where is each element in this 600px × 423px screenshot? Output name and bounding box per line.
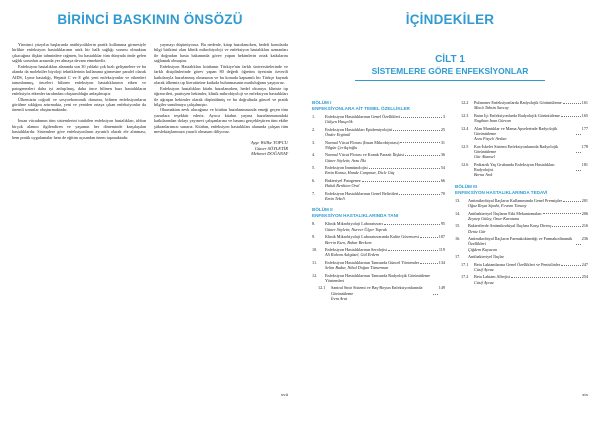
leader-dots	[420, 234, 438, 238]
toc-entry[interactable]	[312, 221, 445, 232]
entry-number: 12.5	[461, 143, 469, 149]
entry-author: Gür Akansel	[474, 154, 495, 160]
entry-title: Beta Laktamlarına Genel Özellikleri ve Penisilinler	[474, 261, 561, 267]
entry-body	[325, 114, 445, 125]
leader-dots	[400, 140, 439, 144]
toc-entry[interactable]	[312, 247, 445, 258]
toc-entry[interactable]	[312, 165, 445, 176]
entry-title: Enfeksiyon Hastalıklarının Genel Belirtileri	[325, 190, 399, 196]
entry-title: Santral Sinir Sistemi ve Baş-Boyun Enfeksiyonlarında Görüntüleme	[331, 285, 423, 296]
entry-author: Cüsif Ayvaz	[474, 267, 494, 272]
entry-title: Antibakteriyel İlaçlar	[468, 254, 504, 260]
entry-page: 247	[581, 261, 588, 267]
preface-column-2	[154, 42, 288, 157]
entry-page: 54	[440, 165, 445, 171]
toc-section-heading	[312, 207, 445, 219]
volume-label: CİLT 1	[435, 54, 465, 65]
leader-dots	[433, 285, 438, 294]
leader-dots	[576, 126, 581, 135]
toc-subentry[interactable]	[318, 285, 445, 301]
toc-entry[interactable]	[455, 223, 588, 234]
entry-title: Bakteriyel Patogenez	[325, 177, 361, 183]
toc-entry[interactable]	[455, 254, 588, 259]
entry-number: 12.3	[461, 112, 469, 118]
toc-entry[interactable]	[455, 198, 588, 209]
entry-number: 15.	[455, 223, 461, 229]
entry-body	[474, 126, 588, 142]
toc-entry[interactable]	[312, 114, 445, 125]
entry-number: 8.	[312, 221, 316, 227]
entry-author: Emin Tekeli	[325, 195, 345, 201]
entry-page: 165	[581, 112, 588, 118]
entry-page: 216	[581, 223, 588, 229]
entry-title: Pediatrik Yaş Grubunda Enfeksiyon Hastalıkları Radyolojisi	[474, 161, 555, 173]
entry-number: 6.	[312, 177, 316, 183]
leader-dots	[420, 260, 438, 264]
entry-title: Enfeksiyon Hastalıklarının Serolojisi	[325, 247, 388, 253]
leader-dots	[552, 223, 580, 227]
entry-number: 5.	[312, 165, 316, 171]
entry-title-row	[468, 254, 588, 259]
entry-title: Antimikrobiyal İlaçların Farmakokinetiği ve Farmakodinamik Özellikleri	[468, 236, 573, 247]
entry-number: 4.	[312, 152, 316, 158]
entry-body	[325, 191, 445, 202]
toc-entry[interactable]	[455, 211, 588, 222]
leader-dots	[563, 198, 581, 202]
preface-title: BİRİNCİ BASKININ ÖNSÖZÜ	[57, 12, 243, 27]
toc-entry[interactable]	[312, 273, 445, 284]
entry-author: Haluk Berkiten Oral	[325, 183, 360, 189]
entry-page: 95	[440, 221, 445, 227]
preface-body	[12, 42, 288, 157]
entry-body	[468, 236, 588, 252]
entry-title: Batın İçi Enfeksiyonlarda Radyolojik Görüntüleme	[474, 112, 560, 118]
entry-number: 9.	[312, 234, 316, 240]
entry-body	[474, 113, 588, 124]
entry-number: 12.1	[318, 285, 326, 291]
toc-column-right	[455, 100, 588, 303]
preface-paragraph: Enfeksiyon hastalıkları alanında son 30 yıldaki çok hızlı gelişmelere ve bu alanda da moleküler biyoloji tekniklerinin kullanıma girmesine paralel olarak AIDS, Lyme hastalığı, Hepatit C ve E gibi yeni enfeksiyonlar ve etkenleri tanımlanmış, önceleri bilinen enfeksiyon hastalıklarının etken ve patogenezleri daha iyi anlaşılmış, daha önce bilinen bazı hastalıkların enfeksiyöz etkenler tarafından oluşturulduğu anlaşılmıştır.	[12, 63, 146, 97]
leader-dots	[563, 100, 581, 104]
volume-subtitle: SİSTEMLERE GÖRE ENFEKSİYONLAR	[371, 66, 529, 76]
entry-author: Deniz Gür	[468, 228, 486, 234]
toc-subentry[interactable]	[461, 262, 588, 273]
section-number: BÖLÜM I	[312, 100, 332, 105]
section-number: BÖLÜM III	[455, 183, 477, 189]
entry-author: Cüsif Ayvaz	[474, 279, 494, 285]
leader-dots	[393, 127, 439, 131]
entry-title: Enfeksiyon Hastalıklarının Tanısında Radyolojik Görüntüleme Yöntemleri	[325, 272, 430, 283]
entry-body	[325, 152, 445, 163]
leader-dots	[401, 114, 442, 118]
entry-page: 206	[581, 210, 588, 216]
leader-dots	[561, 113, 581, 117]
leader-dots	[405, 152, 440, 156]
page-number: xvii	[280, 392, 288, 397]
toc-entry[interactable]	[312, 140, 445, 151]
entry-page: 149	[438, 285, 445, 291]
entry-number: 2.	[312, 126, 316, 132]
toc-subentry[interactable]	[461, 113, 588, 124]
entry-title: Enfeksiyon Hastalıklarının Genel Özellikleri	[325, 114, 401, 119]
entry-title-row	[474, 144, 588, 155]
page-number: xix	[582, 392, 588, 397]
toc-subentry[interactable]	[461, 162, 588, 178]
entry-body	[468, 198, 588, 209]
section-title: ENFEKSİYON HASTALIKLARINDA TANI	[312, 213, 399, 219]
entry-title: Bakterilerde Antimikrobiyal İlaçlara Karşı Direnç	[468, 223, 552, 229]
entry-title: Enfeksiyon Hastalıklarının Tanısında Güncel Yöntemler	[325, 259, 420, 265]
entry-title: Enfeksiyon İmmünolojisi	[325, 165, 368, 171]
entry-body	[474, 100, 588, 111]
entry-body	[474, 162, 588, 178]
entry-title: Antibakteriyel İlaçların Etki Mekanizmaları	[468, 210, 542, 216]
entry-title: Normal Vücut Florası (İnsan Mikrobiyotası)	[325, 139, 400, 145]
entry-body	[474, 262, 588, 273]
entry-author: Çiğdem Kayacan	[468, 246, 497, 252]
entry-number: 1.	[312, 114, 316, 119]
entry-title-row	[474, 126, 588, 137]
toc-entry[interactable]	[312, 152, 445, 163]
leader-dots	[576, 162, 581, 171]
entry-title: Enfeksiyon Hastalıkları Epidemiyolojisi	[325, 126, 393, 132]
leader-dots	[561, 262, 581, 266]
leader-dots	[511, 274, 581, 278]
entry-page: 70	[440, 190, 445, 196]
preface-column-1	[12, 42, 146, 157]
toc-subentry[interactable]	[461, 100, 588, 111]
volume-header	[300, 54, 600, 81]
entry-author: Ali Rıdvan Adıgüzel, Gül Erdem	[325, 252, 379, 258]
leader-dots	[543, 211, 581, 215]
entry-number: 10.	[312, 247, 318, 253]
toc-title: İÇİNDEKİLER	[405, 12, 495, 27]
entry-body	[325, 178, 445, 189]
entry-author: Nilgün Çerikçioğlu	[325, 144, 358, 150]
entry-body	[468, 254, 588, 259]
entry-body	[325, 234, 445, 245]
entry-author: Nagihan Inan Gürcan	[474, 118, 511, 124]
signature-name: Güner SÖYLETİR	[254, 145, 288, 151]
entry-page: 177	[581, 125, 588, 131]
entry-title-row	[468, 236, 588, 247]
entry-page: 201	[581, 197, 588, 203]
toc-entry[interactable]	[312, 191, 445, 202]
entry-title-row	[325, 273, 445, 284]
entry-page: 178	[581, 143, 588, 149]
entry-body	[331, 285, 445, 301]
entry-number: 12.4	[461, 125, 469, 131]
entry-number: 17.2	[461, 274, 469, 280]
toc-entry[interactable]	[312, 260, 445, 271]
entry-page: 25	[440, 126, 445, 132]
entry-page: 31	[440, 139, 445, 145]
entry-number: 3.	[312, 139, 316, 145]
toc-section-heading	[455, 184, 588, 196]
entry-body	[468, 223, 588, 234]
leader-dots	[576, 144, 581, 153]
entry-body	[468, 211, 588, 222]
entry-author: Güner Söyletir, Arzu İlki	[325, 157, 366, 163]
entry-number: 14.	[455, 210, 461, 216]
entry-page: 119	[438, 247, 445, 253]
entry-title: Antimikrobiyal İlaçların Kullanımında Genel Prensipler	[468, 197, 562, 203]
entry-author: Güner Söyletir, Nurver Ülger Toprak	[325, 226, 387, 232]
preface-paragraph: yaymayı düşünüyoruz. Bu nedenle, kitap hazırlanırken, hedefi konularda bilgi birikimi olan klinik mikrobiyoloji ve enfeksiyon hastalıkları uzmanları ile doğrudan hasta bakımında görev yapan hekimlerin ortak katkılarını sağlamak olmuştur.	[154, 42, 288, 64]
entry-author: Berna Arık	[474, 172, 493, 178]
section-title: ENFEKSİYON HASTALIKLARINDA TEDAVİ	[455, 189, 548, 195]
toc-subentry[interactable]	[461, 274, 588, 285]
toc-column-left	[312, 100, 445, 303]
entry-page: 236	[581, 236, 588, 242]
toc-entry[interactable]	[455, 236, 588, 252]
entry-author: Önder Ergönül	[325, 132, 351, 138]
entry-author: Emin Kansu, Hande Canpınar, Dicle Güç	[325, 170, 395, 176]
toc-entry[interactable]	[312, 178, 445, 189]
entry-number: 11.	[312, 259, 318, 265]
entry-title-row	[331, 285, 445, 296]
entry-page: 3	[442, 114, 445, 119]
entry-page: 181	[581, 161, 588, 167]
divider	[355, 80, 545, 81]
signature-name: Ayşe Willke TOPCU	[250, 139, 288, 145]
entry-title: Pulmoner Enfeksiyonlarda Radyolojik Görüntüleme	[474, 100, 562, 105]
entry-author: Arzu Fisyeli Arslan	[474, 136, 507, 142]
entry-number: 12.	[312, 272, 318, 278]
preface-paragraph: Okumaktan zevk alacağınız ve kitabın hazırlanmasında emeği geçen tüm yazarlara teşekkür ederiz. Ayrıca kitabın yayına hazırlanmasındaki katkılarından dolayı yayınevi çalışanlarına ve basımı gerçekleştiren tüm ekibe şükranlarımızı sunarız. Kitabın, enfeksiyon hastalıkları alanında çalışan tüm meslektaşlarımıza yararlı olmasını diliyoruz.	[154, 107, 288, 135]
entry-body	[325, 273, 445, 284]
entry-author: Zeynep Gülay, Onur Karatuna	[468, 215, 520, 221]
entry-body	[325, 260, 445, 271]
toc-page	[300, 0, 600, 423]
entry-number: 17.	[455, 254, 461, 260]
leader-dots	[362, 178, 440, 182]
entry-page: 254	[581, 274, 588, 280]
entry-body	[325, 127, 445, 138]
preface-paragraph: Ülkemizin coğrafi ve sosyoekonomik durumu, bilinen enfeksiyonların görülme sıklığını artırmakta, yeni ve yeniden ortaya çıkan enfeksiyonlar da önemli sorunlar oluşturmaktadır.	[12, 96, 146, 113]
leader-dots	[576, 236, 581, 245]
entry-body	[474, 144, 588, 160]
preface-signature	[154, 140, 288, 157]
entry-body	[325, 247, 445, 258]
section-number: BÖLÜM II	[312, 207, 333, 213]
entry-page: 134	[438, 259, 445, 265]
leader-dots	[399, 191, 439, 195]
entry-page: 36	[440, 152, 445, 158]
toc-section-heading	[312, 100, 445, 112]
toc-subentry[interactable]	[461, 144, 588, 160]
entry-number: 7.	[312, 190, 316, 196]
toc-subentry[interactable]	[461, 126, 588, 142]
entry-title: Beta Laktam Allerjisi	[474, 274, 511, 280]
entry-title-row	[474, 162, 588, 173]
entry-author: Macit Tahsin Savcay	[474, 105, 509, 111]
preface-paragraph: Enfeksiyon Hastalıkları kitabının Türkiye'nin farklı üniversitelerinde ve farklı disiplinlerinde görev yapan 80 değerli öğretim üyesinin özverili katkılarıyla hazırlanmış olmasının ve bu konuda kapsamlı bir Türkçe kaynak olarak ülkemiz tıp literatürüne katkıda bulunmasının mutluluğunu yaşıyoruz.	[154, 63, 288, 86]
entry-title: Klinik Mikrobiyoloji Laboratuvarı	[325, 221, 383, 227]
entry-title: Kas-İskelet Sistemi Enfeksiyonlarında Radyolojik Görüntüleme	[474, 143, 559, 154]
entry-author: Selim Badur, Nihal Doğan Tümerman	[325, 265, 389, 271]
leader-dots	[388, 247, 438, 251]
entry-author: Oğuz Reşat Sipahi, Fevzan Tüncay	[468, 203, 527, 209]
entry-author: İrem Arat	[331, 295, 348, 301]
preface-paragraph: İnsan vücudunun tüm sistemlerini tutabilen enfeksiyon hastalıkları, tıbbın birçok alanını ilgilendiren ve yaşamın her döneminde karşılaşılan hastalıklardır. Sistemlere göre enfeksiyonların ayrıntılı olarak ele alınması, hem pratik uygulamalar hem de eğitim açısından önem taşımaktadır.	[12, 118, 146, 140]
toc-entry[interactable]	[312, 127, 445, 138]
entry-page: 161	[581, 100, 588, 105]
entry-title: Klinik Mikrobiyoloji Laboratuvarında Kalite Güvencesi	[325, 234, 419, 240]
entry-number: 16.	[455, 236, 461, 242]
entry-author: Gülşen Hasçelik	[325, 119, 353, 125]
preface-paragraph: Enfeksiyon hastalıkları kitabı hazırlanırken, hedef okuruyu kliniste tıp öğrencileri, pratisyen hekimler, klinik mikrobiyoloji ve enfeksiyon hastalıkları ile uğraşan hekimler olarak düşünülmüş ve bu doğrultuda güncel ve pratik bilgiler sunulmaya çalışılmıştır.	[154, 85, 288, 107]
entry-body	[325, 140, 445, 151]
entry-number: 17.1	[461, 261, 469, 267]
entry-title: Alan Mantıklar ve Mama Apselerinde Radyolojik Görüntüleme	[474, 125, 558, 136]
entry-number: 13.	[455, 197, 461, 203]
signature-name: Mehmet DOĞANAY	[251, 151, 288, 157]
entry-body	[325, 165, 445, 176]
toc-entry[interactable]	[312, 234, 445, 245]
entry-body	[325, 221, 445, 232]
entry-title: Normal Vücut Florası ve Konak Parazit İlişkisi	[325, 152, 405, 158]
entry-number: 12.2	[461, 100, 469, 105]
leader-dots	[384, 221, 440, 225]
leader-dots	[369, 165, 440, 169]
entry-body	[474, 274, 588, 285]
entry-page: 66	[440, 177, 445, 183]
entry-page: 107	[438, 234, 445, 240]
toc-body	[312, 100, 588, 303]
section-title: ENFEKSİYONLARA AİT TEMEL ÖZELLİKLER	[312, 106, 410, 111]
preface-paragraph: Yirminci yüzyılın başlarında antibiyotiklerin pratik kullanıma girmesiyle birlikte enfeksiyon hastalıklarının artık bir halk sağlığı sorunu olmaktan çıkacağına ilişkin tahminlere rağmen, bu hastalıklar tüm dünyada önde gelen sağlık sorunları arasında yer almaya devam etmektedir.	[12, 42, 146, 64]
entry-number: 12.6	[461, 161, 469, 167]
entry-author: Berrin Esen, Bahar Berkem	[325, 239, 372, 245]
